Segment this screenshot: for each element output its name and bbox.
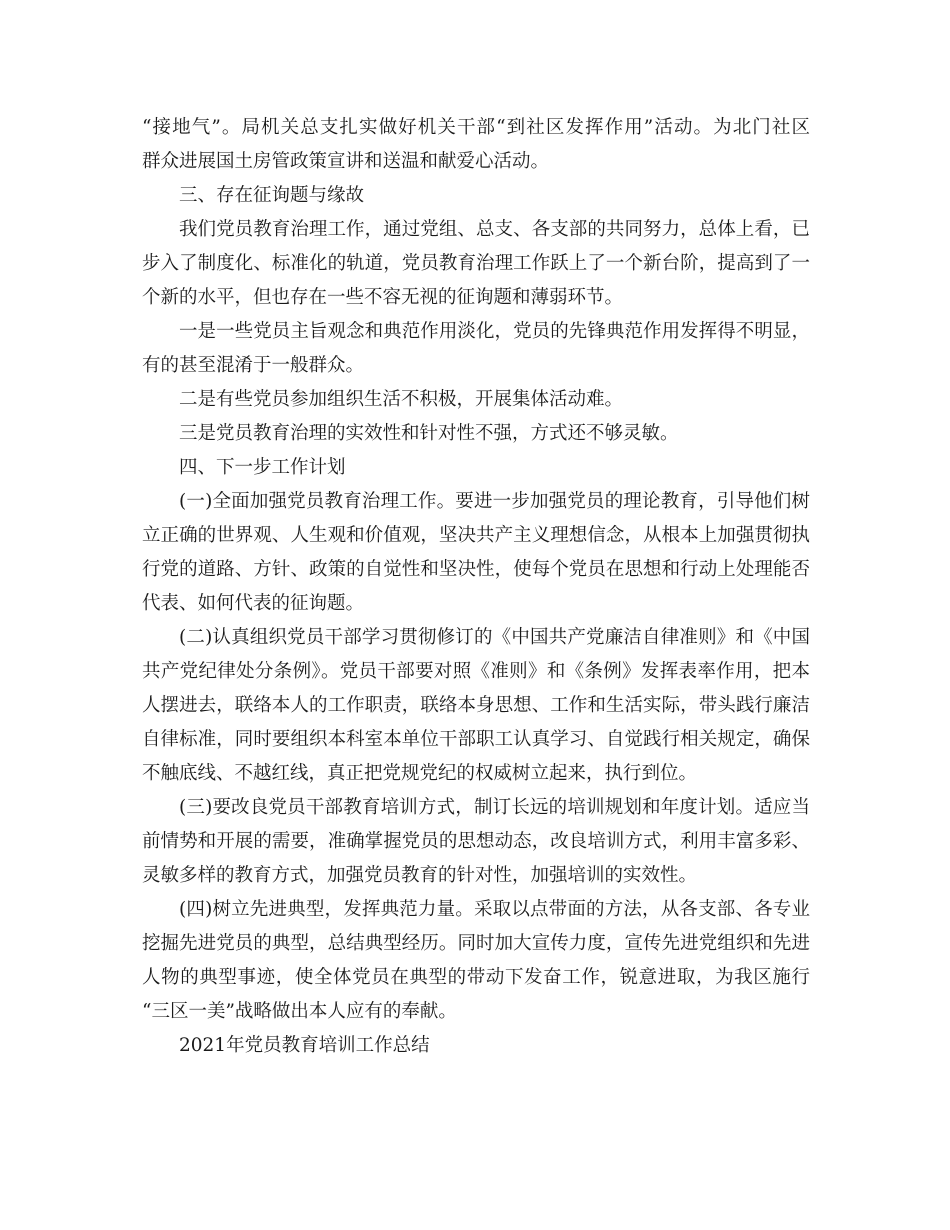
text-line: 2021年党员教育培训工作总结 — [179, 1035, 430, 1056]
text-line: 三是党员教育治理的实效性和针对性不强，方式还不够灵敏。 — [179, 423, 679, 444]
text-line: 自律标准，同时要组织本科室本单位干部职工认真学习、自觉践行相关规定，确保 — [142, 729, 810, 750]
text-line: 一是一些党员主旨观念和典范作用淡化，党员的先锋典范作用发挥得不明显， — [179, 321, 810, 342]
text-line: (二)认真组织党员干部学习贯彻修订的《中国共产党廉洁自律准则》和《中国 — [179, 627, 810, 648]
text-line: 有的甚至混淆于一般群众。 — [142, 355, 365, 376]
text-line: 不触底线、不越红线，真正把党规党纪的权威树立起来，执行到位。 — [142, 763, 698, 784]
text-line: 二是有些党员参加组织生活不积极，开展集体活动难。 — [179, 389, 624, 410]
text-line: 共产党纪律处分条例》。党员干部要对照《准则》和《条例》发挥表率作用，把本 — [142, 661, 810, 682]
text-line: 四、下一步工作计划 — [179, 457, 346, 478]
document-body — [142, 111, 810, 1063]
document-page — [142, 111, 810, 1063]
text-line: 我们党员教育治理工作，通过党组、总支、各支部的共同努力，总体上看，已 — [179, 219, 810, 240]
text-line: (三)要改良党员干部教育培训方式，制订长远的培训规划和年度计划。适应当 — [179, 797, 810, 818]
text-line: 立正确的世界观、人生观和价值观，坚决共产主义理想信念，从根本上加强贯彻执 — [142, 525, 810, 546]
text-line: 人摆进去，联络本人的工作职责，联络本身思想、工作和生活实际，带头践行廉洁 — [142, 695, 810, 716]
text-line: 前情势和开展的需要，准确掌握党员的思想动态，改良培训方式，利用丰富多彩、 — [142, 831, 810, 852]
text-line: 人物的典型事迹，使全体党员在典型的带动下发奋工作，锐意进取，为我区施行 — [142, 967, 810, 988]
text-line: 挖掘先进党员的典型，总结典型经历。同时加大宣传力度，宣传先进党组织和先进 — [142, 933, 810, 954]
text-line: 灵敏多样的教育方式，加强党员教育的针对性，加强培训的实效性。 — [142, 865, 698, 886]
text-line: 步入了制度化、标准化的轨道，党员教育治理工作跃上了一个新台阶，提高到了一 — [142, 253, 810, 274]
text-line: “接地气”。局机关总支扎实做好机关干部“到社区发挥作用”活动。为北门社区 — [142, 117, 810, 138]
text-line: (四)树立先进典型，发挥典范力量。采取以点带面的方法，从各支部、各专业 — [179, 899, 810, 920]
text-line: “三区一美”战略做出本人应有的奉献。 — [142, 1001, 457, 1022]
text-line: 三、存在征询题与缘故 — [179, 185, 365, 206]
text-line: (一)全面加强党员教育治理工作。要进一步加强党员的理论教育，引导他们树 — [179, 491, 810, 512]
text-line: 个新的水平，但也存在一些不容无视的征询题和薄弱环节。 — [142, 287, 624, 308]
text-line: 行党的道路、方针、政策的自觉性和坚决性，使每个党员在思想和行动上处理能否 — [142, 559, 810, 580]
text-line: 代表、如何代表的征询题。 — [142, 593, 365, 614]
text-line: 群众进展国土房管政策宣讲和送温和献爱心活动。 — [142, 151, 550, 172]
